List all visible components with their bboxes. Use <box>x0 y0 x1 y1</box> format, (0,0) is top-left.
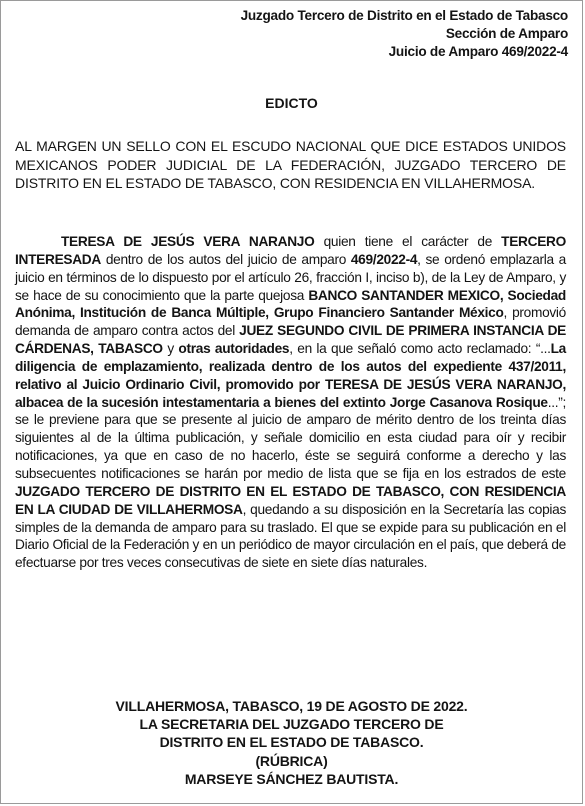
court-residence: JUZGADO TERCERO DE DISTRITO EN EL ESTADO DE TABASCO, CON RESIDENCIA EN LA CIUDAD DE VILLAHERMOSA <box>15 483 566 517</box>
margin-seal-note: AL MARGEN UN SELLO CON EL ESCUDO NACIONAL QUE DICE ESTADOS UNIDOS MEXICANOS PODER JUDICIAL DE LA FEDERACIÓN, JUZGADO TERCERO DE DISTRITO EN EL ESTADO DE TABASCO, CON RESIDENCIA EN VILLAHERMOSA. <box>15 138 566 191</box>
body-text-segment: quien tiene el carácter de <box>314 234 502 249</box>
body-text-segment: , promovió demanda de amparo contra actos del <box>15 305 566 339</box>
secretary-name: MARSEYE SÁNCHEZ BAUTISTA. <box>184 770 399 787</box>
complainant-name: BANCO SANTANDER MEXICO, Sociedad Anónima, Institución de Banca Múltiple, Grupo Financiero Santander México <box>15 287 566 321</box>
body-text-segment: ...”; se le previene para que se presente al juicio de amparo de mérito dentro de los treinta días siguientes al de la última publicación, y señale domicilio en esta ciudad para oír y recibir notificaciones, ya que en caso de no hacerlo, éste se seguirá conforme a derecho y las subsecuentes notificaciones se harán por medio de lista que se fija en los estrados de este <box>15 394 566 481</box>
secretary-role-line-2: DISTRITO EN EL ESTADO DE TABASCO. <box>159 734 424 751</box>
amparo-number: 469/2022-4 <box>350 251 418 267</box>
document-title: EDICTO <box>265 95 318 111</box>
third-party-name: TERESA DE JESÚS VERA NARANJO <box>61 234 315 249</box>
body-text-segment: , quedando a su disposición en la Secretaría las copias simples de la demanda de amparo para su traslado. El que se expide para su publicación en el Diario Oficial de la Federación y en un periódico de mayor circulación en el país, que deberá de efectuarse por tres veces consecutivas de siete en siete días naturales. <box>15 501 566 571</box>
court-section: Sección de Amparo <box>445 26 568 41</box>
document-header <box>241 7 568 61</box>
rubrica: (RÚBRICA) <box>255 752 328 769</box>
place-date: VILLAHERMOSA, TABASCO, 19 DE AGOSTO DE 2022. <box>115 698 468 714</box>
body-text-segment: , se ordenó emplazarla a juicio en términos de lo dispuesto por el artículo 26, fracción I, inciso b), de la Ley de Amparo, y se hace de su conocimiento que la parte quejosa <box>15 251 566 303</box>
other-authorities: otras autoridades <box>178 341 290 357</box>
responsible-judge: JUEZ SEGUNDO CIVIL DE PRIMERA INSTANCIA DE CÁRDENAS, TABASCO <box>15 323 566 357</box>
body-text-segment: y <box>162 341 179 357</box>
court-name: Juzgado Tercero de Distrito en el Estado de Tabasco <box>240 8 568 23</box>
edict-body <box>15 233 566 572</box>
secretary-role-line-1: LA SECRETARIA DEL JUZGADO TERCERO DE <box>139 716 444 733</box>
body-text-segment: dentro de los autos del juicio de amparo <box>100 251 351 267</box>
case-number: Juicio de Amparo 469/2022-4 <box>388 44 568 59</box>
claimed-act: La diligencia de emplazamiento, realizada dentro de los autos del expediente 437/2011, relativo al Juicio Ordinario Civil, promovido por TERESA DE JESÚS VERA NARANJO, albacea de la sucesión intestamentaria a bienes del extinto Jorge Casanova Rosique <box>15 341 566 410</box>
third-party-role: TERCERO INTERESADA <box>15 234 566 267</box>
signature-block <box>1 697 582 788</box>
body-text-segment: , en la que señaló como acto reclamado: “... <box>289 341 551 357</box>
